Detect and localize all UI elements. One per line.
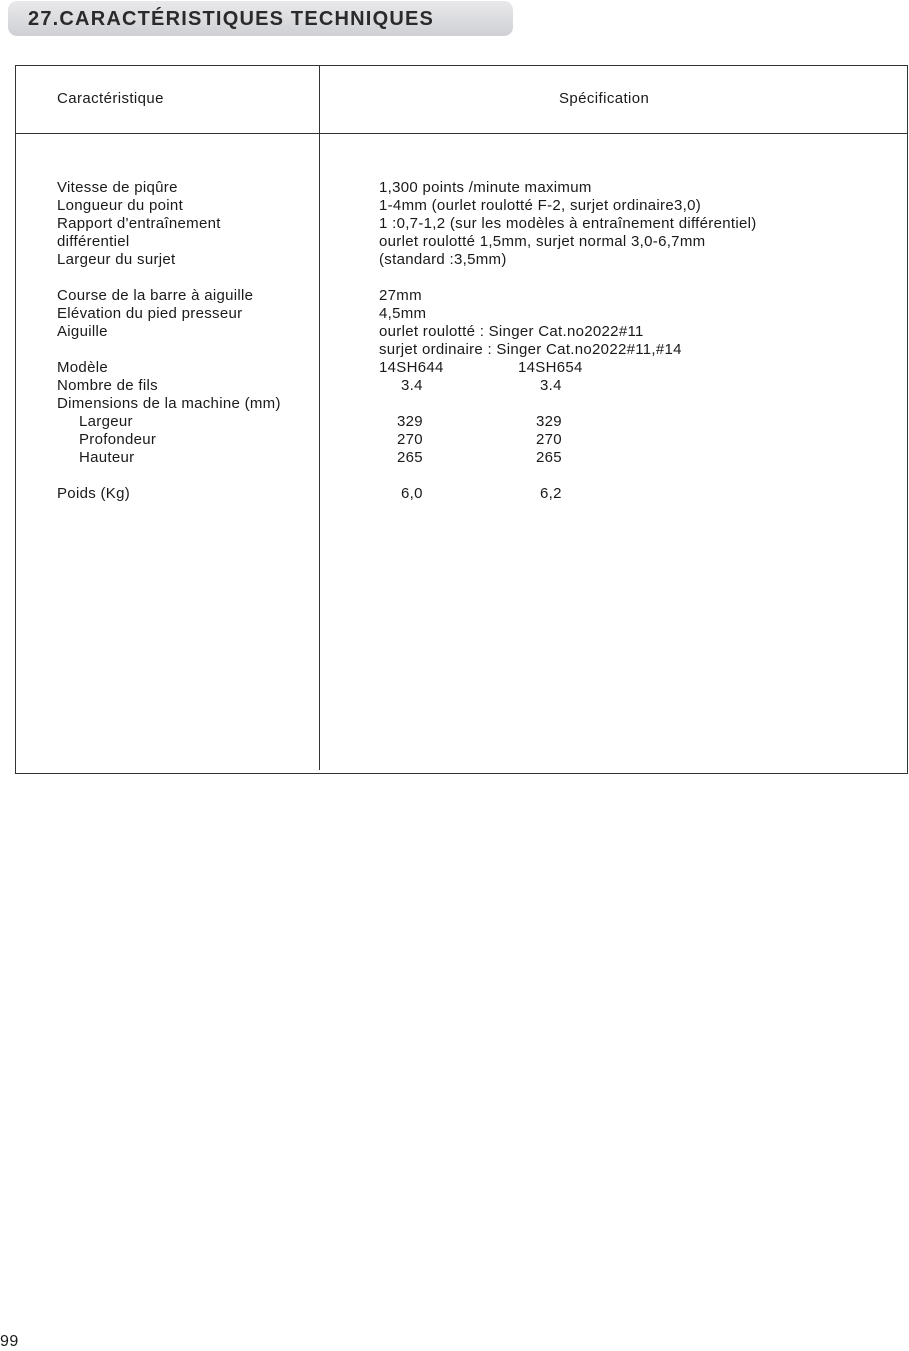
spec-table xyxy=(15,65,908,774)
height-model-2: 265 xyxy=(536,449,562,466)
depth-model-1: 270 xyxy=(397,431,423,448)
weight-model-2: 6,2 xyxy=(540,485,562,502)
label-stitch-speed: Vitesse de piqûre xyxy=(57,179,178,196)
width-model-1: 329 xyxy=(397,413,423,430)
model-2: 14SH654 xyxy=(518,359,583,376)
threads-model-2: 3.4 xyxy=(540,377,562,394)
column-divider xyxy=(319,66,320,770)
header-divider xyxy=(16,133,907,134)
value-needle-rolled: ourlet roulotté : Singer Cat.no2022#11 xyxy=(379,323,644,340)
label-needle-bar-stroke: Course de la barre à aiguille xyxy=(57,287,254,304)
value-needle-ordinary: surjet ordinaire : Singer Cat.no2022#11,#14 xyxy=(379,341,682,358)
label-dimensions: Dimensions de la machine (mm) xyxy=(57,395,281,412)
section-title: 27.CARACTÉRISTIQUES TECHNIQUES xyxy=(28,8,435,30)
header-characteristic: Caractéristique xyxy=(57,90,164,107)
height-model-1: 265 xyxy=(397,449,423,466)
label-weight: Poids (Kg) xyxy=(57,485,131,502)
value-stitch-speed: 1,300 points /minute maximum xyxy=(379,179,592,196)
label-differential-ratio: Rapport d'entraînement xyxy=(57,215,221,232)
weight-model-1: 6,0 xyxy=(401,485,423,502)
value-overlock-standard: (standard :3,5mm) xyxy=(379,251,507,268)
label-presser-foot-lift: Elévation du pied presseur xyxy=(57,305,243,322)
page-number: 99 xyxy=(0,1333,19,1350)
threads-model-1: 3.4 xyxy=(401,377,423,394)
label-thread-count: Nombre de fils xyxy=(57,377,158,394)
value-stitch-length: 1-4mm (ourlet roulotté F-2, surjet ordinaire3,0) xyxy=(379,197,702,214)
model-1: 14SH644 xyxy=(379,359,444,376)
depth-model-2: 270 xyxy=(536,431,562,448)
label-stitch-length: Longueur du point xyxy=(57,197,184,214)
label-model: Modèle xyxy=(57,359,108,376)
width-model-2: 329 xyxy=(536,413,562,430)
value-presser-foot-lift: 4,5mm xyxy=(379,305,427,322)
label-overlock-width: Largeur du surjet xyxy=(57,251,176,268)
label-depth: Profondeur xyxy=(79,431,157,448)
value-overlock-width: ourlet roulotté 1,5mm, surjet normal 3,0-6,7mm xyxy=(379,233,706,250)
label-needle: Aiguille xyxy=(57,323,108,340)
label-width: Largeur xyxy=(79,413,133,430)
value-needle-bar-stroke: 27mm xyxy=(379,287,422,304)
label-height: Hauteur xyxy=(79,449,135,466)
label-differential-cont: différentiel xyxy=(57,233,130,250)
header-specification: Spécification xyxy=(559,90,650,107)
value-differential-ratio: 1 :0,7-1,2 (sur les modèles à entraînement différentiel) xyxy=(379,215,757,232)
section-title-bar xyxy=(8,1,513,36)
